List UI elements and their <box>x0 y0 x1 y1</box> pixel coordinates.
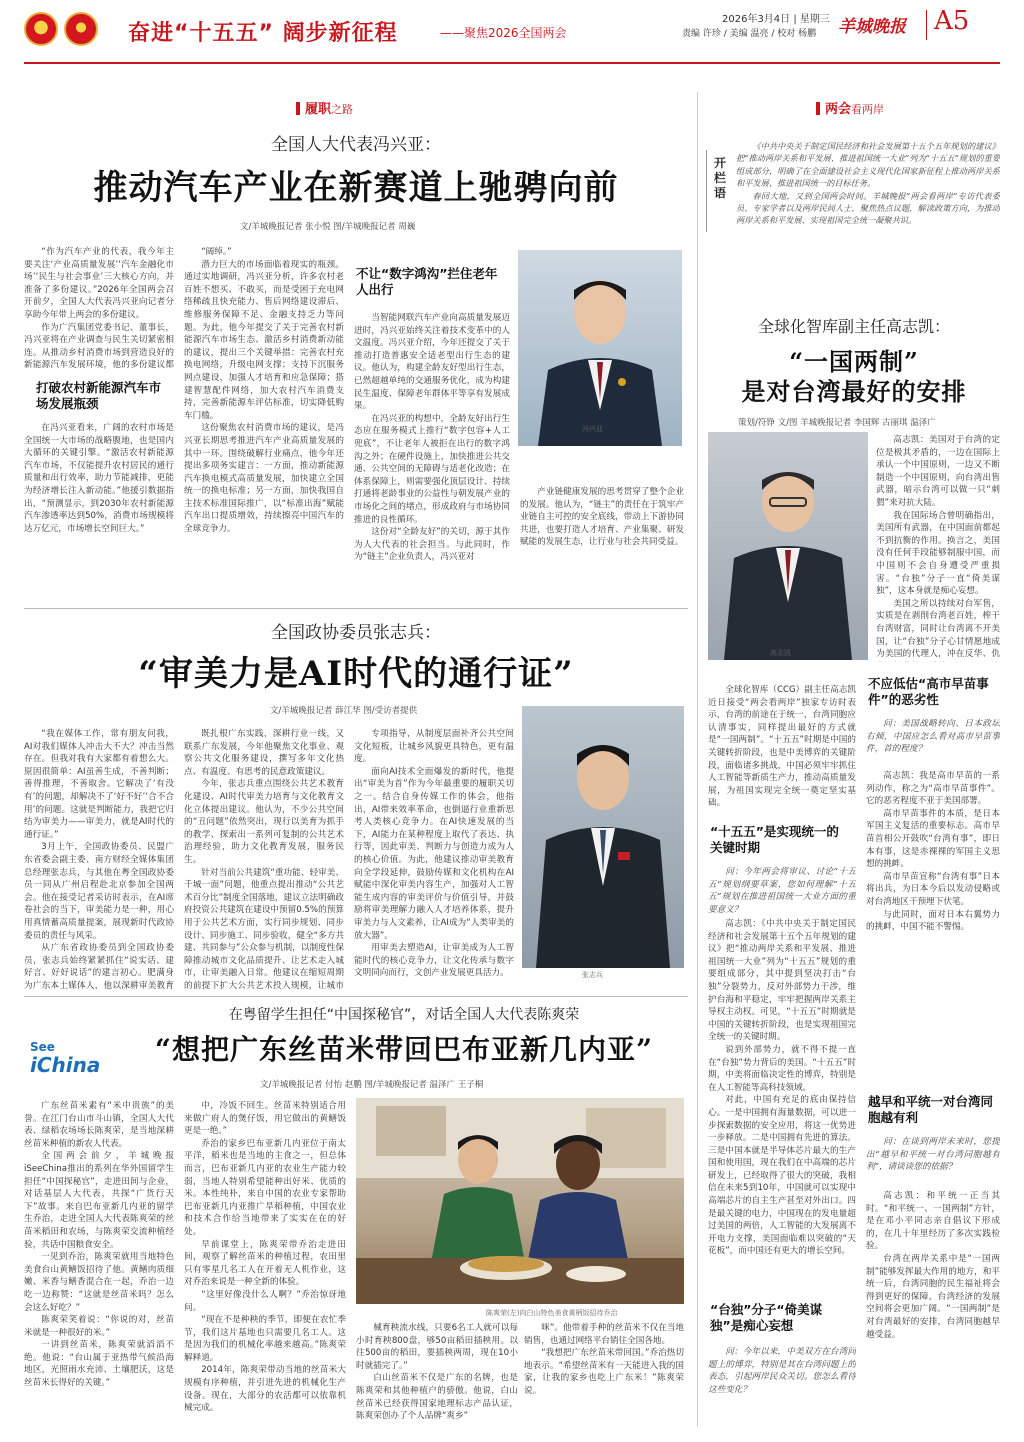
article1-byline: 文/羊城晚报记者 张小悦 图/羊城晚报记者 周巍 <box>240 222 416 232</box>
article1-subhead2: 不让“数字鸿沟”拦住老年人出行 <box>356 266 498 297</box>
article3-byline: 文/羊城晚报记者 付怡 赵鹏 图/羊城晚报记者 温泽广 王子桐 <box>260 1080 484 1090</box>
portrait-caption-3: 高志凯 <box>770 649 791 657</box>
article1-col1b: 在冯兴亚看来，广阔的农村市场是全国统一大市场的战略腹地，也是国内大循环的关键引擎。“激活农村新能源汽车市场，不仅能提升农村居民的通行质量和出行效率，助力节能减排，更能为经济增长注入新动能。”他援引数据指出，“预测显示，到2030年农村新能源汽车渗透率达到50%，消费市场规模将达万亿元，市场增长空间巨大。” <box>24 423 174 534</box>
article4-intro: 全球化智库（CCG）副主任高志凯近日接受“两会看两岸”独家专访时表示，台湾的前途在于统一，台湾同胞应认清事实，同样提出最好的方式就是“一国两制”。“十五五”时期是中国的关键转折阶段，也是中美博弈的关键阶段，面临诸多挑战，中国必须牢牢抓住人工智能等新质生产力，推动高质量发展，为祖国实现完全统一奠定坚实基础。 <box>708 685 856 809</box>
article4-answer-right2: 高志凯：和平统一正当其时。“和平统一、一国两制”方针，是在邓小平同志亲自倡议下形成的，在几十年里经历了多次实践检验。 台湾在两岸关系中是“一国两制”能够发挥最大作用的地方，和平统一后，台湾同胞的民生福祉将会得到更好的保障，台湾经济的发展空间将会更加广阔。“一国两制”是对台湾最好的安排，台湾同胞越早越受益。 <box>866 1191 1000 1340</box>
newspaper-logo: 羊城晚报 <box>838 17 906 37</box>
article2-col2: 既扎根广东实践，深耕行业一线，又联系广东发展，今年他聚焦文化事业、观察公共文化服务建设，撰写多年文化热点、有温度、有思考的民意政策建议。 今年，张志兵重点围绕公共艺术教育化建设、AI时代审美力培育与文化教育文化立体提出建议。他认为，不少公共空间的“丑问题”依然突出，现行以美育为抓手的教学、探索出一系列可复制的公共艺术治理经验，助力文化教育发展，服务民生。 针对当前公共建筑“重功能、轻审美、千城一面”问题，他重点提出推动“公共艺术百分比”制度全国落地，建议立法明确政府投资公共建筑在建设中预留0.5%的预算用于公共艺术方面，实行同步规划、同步设计、同步施工、同步验收，健全“多方共建、共同参与”公众参与机制，以制度性保障推动城市文化品质提升、让艺术走入城市，让审美融入日常。他建议在缩短周期的前提下扩大公共艺术投入规模，让城市 <box>184 729 344 990</box>
portrait-caption-2: 张志兵 <box>582 971 603 979</box>
editorial-label: 开栏语 <box>714 156 727 200</box>
portrait-feng-xingya <box>518 250 682 446</box>
dining-photo <box>356 1098 684 1304</box>
cppcc-emblem-icon <box>64 12 98 46</box>
article4-question-bottom: 问：今年以来，中美双方在台湾问题上的博弈，特别是其在台湾问题上的表态，引起两岸民众关切。您怎么看待这些变化？ <box>708 1347 856 1395</box>
article-divider-2 <box>24 996 688 997</box>
article2-kicker: 全国政协委员张志兵： <box>271 623 441 643</box>
article-divider-1 <box>24 608 688 609</box>
article4-subhead1: 不应低估“高市早苗事件”的恶劣性 <box>868 676 989 707</box>
header-subtitle: ——聚焦2026全国两会 <box>440 26 567 40</box>
ischina-logo: See iChina <box>30 1040 101 1077</box>
article1-col4: 产业链健康发展的思考贯穿了整个企业的发展。他认为，“链主”的责任在于筑牢产业链自主可控的安全底线，带动上下游协同共进，也要打造人才培育、产业集聚、研发赋能的发展生态，让行业与社会共同受益。 <box>520 487 684 548</box>
article2-headline: “审美力是AI时代的通行证” <box>138 654 574 694</box>
article2-byline: 文/羊城晚报记者 薛江华 图/受访者提供 <box>270 706 418 716</box>
editorial-text: 《中共中央关于制定国民经济和社会发展第十五个五年规划的建议》把“推动两岸关系和平发展、推进祖国统一大业”列为“十五五”规划的重要组成部分，明确了在全面建设社会主义现代化国家新征程上推动两岸关系和平发展、推进祖国统一的目标任务。 春回大地，又到全国两会时间。羊城晚报“两会看两岸”专访代表委员、专家学者以及两岸民间人士，聚焦热点议题，解读政策方向，为推动两岸关系和平发展、实现祖国完全统一凝聚共识。 <box>736 141 1000 226</box>
article4-question-right: 问：美国战略转向、日本政坛右倾，中国应怎么看对高市早苗事件，首的程度？ <box>866 719 1000 755</box>
article3-col1: 广东丝苗米素有“米中贵族”的美誉。在江门台山市斗山镇，全国人大代表、绿稻农场场长陈爽荣，是当地深耕丝苗米种植的新农人代表。 全国两会前夕，羊城晚报iSeeChina推出的系列在华外国留学生担任“中国探秘官”，走进田间与企业，对话基层人大代表，共探“广货行天下”故事。来自巴布亚新几内亚的留学生乔治，走进全国人大代表陈爽荣的丝苗米稻田和农场，与陈爽荣交流种植经验，共话中国粮食安全。 一见到乔治，陈爽荣就用当地特色美食台山黄鳝饭招待了他。黄鳝肉质细嫩、米香与鳝香混合在一起，乔治一边吃一边称赞：“这就是丝苗米吗？怎么会这么好吃？” 陈爽荣笑着说：“你说的对，丝苗米就是一种很好的米。” 一讲到丝苗米，陈爽荣就滔滔不绝。他说：“台山属于亚热带气候沿海地区，光照雨水充沛、土壤肥沃，这是丝苗米长得好的关键。” <box>24 1101 174 1389</box>
article4-answer-mid: 高志凯：《中共中央关于制定国民经济和社会发展第十五个五年规划的建议》把“推动两岸关系和平发展、推进祖国统一大业”列为“十五五”规划的重要组成部分，其中提到坚决打击“台独”分裂势力，反对外部势力干涉，维护台海和平稳定，牢牢把握两岸关系主导权主动权。可见，“十五五”时期就是中国的关键转折阶段，也是实现祖国完全统一的关键时期。 说到外部势力，就不得不提一直在“台独”势力背后的美国。“十五五”时期，中美将面临决定性的博弈，特别是在人工智能等高科技领域。 对此，中国有充足的底由保持信心。一是中国拥有海量数据，可以进一步探索数据的安全应用，将这一优势进一步释放。二是中国拥有先进的算法。三是中国本就是半导体芯片最大的生产国和使用国，现在我们在中高端的芯片研发上，已经取得了很大的突破，我相信在未来5到10年，中国就可以实现中高端芯片的自主生产甚至对外出口。四是最关键的电力，中国现在的发电量超过美国的两倍，人工智能的大发展离不开电力支撑，美国面临难以突破的“天花板”，而中国还有更大的增长空间。 <box>708 919 856 1257</box>
header-title: 奋进“十五五” 阔步新征程 <box>128 21 398 46</box>
portrait-gao-zhikai <box>708 432 868 660</box>
article2-col3: 专项指导，从制度层面补齐公共空间文化短板，让城乡风貌更具特色，更有温度。 面向AI技术全面爆发的新时代，他提出“审美为首”作为今年最重要的履职关切之一。结合自身传媒工作的体会，他指出，AI带来效率革命，也倒逼行业重新思考人类核心竞争力。在AI快速发展的当下，AI能力在某种程度上取代了表达、执行等，因此审美、判断力与创造力成为人的核心价值。为此，他建议推动审美教育向全学段延伸，鼓励传媒和文化机构在AI赋能中深化审美内容生产，加强对人工智能生成内容的审美评价与价值引导，并鼓励将审美理解力融入人才培养体系，提升审美力与人文素养，让AI成为“人类审美的放大器”。 用审美去塑造AI，让审美成为人工智能时代的核心竞争力，让文化传承与数字文明同向而行，文创产业发展更具活力。 <box>354 729 514 979</box>
article4-subhead2: “十五五”是实现统一的关键时期 <box>710 824 839 855</box>
header-date: 2026年3月4日 | 星期三 <box>722 14 830 25</box>
article3-col4: 咪”。他带着手种的丝苗米不仅在当地销售，也通过网络平台销往全国各地。 “我想把广东丝苗米带回国。”乔治热切地表示。“希望丝苗米有一天能进入我的国家，让我的家乡也吃上广东米！”陈爽荣说。 <box>524 1323 684 1396</box>
article1-col2: “阔绰。” 潜力巨大的市场面临着现实的瓶颈。通过实地调研，冯兴亚分析，许多农村老百姓不想买、不敢买，而是受困于充电网络稀疏且快充能力、售后网络建设滞后、维修服务保障不足、金融支持乏力等问题。为此，他今年提交了关于完善农村新能源汽车市场生态、激活乡村消费新动能的建议，提出三个关键举措：完善农村充换电网络，升级电网支撑；支持下沉服务网点建设，加强人才培育和应急保障；搭建智慧配件网络，加大农村汽车消费支持，完善新能源车评估标准，切实降低购车门槛。 这份聚焦农村消费市场的建议，是冯兴亚长期思考推进汽车产业高质量发展的其中一环。围绕破解行业痛点，他今年还提出多项务实建言：一方面，推动新能源汽车换电模式高质量发展，加快建立全国统一的换电标准；另一方面，加快我国自主技术标准国际推广，以“标准出海”赋能汽车出口提质增效，持续擦亮中国汽车的全球竞争力。 <box>184 247 344 535</box>
article3-col3: 械育秧流水线，只要6名工人就可以每小时育秧800盘，够50亩稻田插秧用。以往500亩的稻田，要插秧两周，现在10小时就插完了。” 白山丝苗米不仅是广东的名牌，也是陈爽荣和其他种植户的骄傲。他说，白山丝苗米已经获得国家地理标志产品认证，陈爽荣创办了个人品牌“爽乡” <box>356 1323 518 1422</box>
article4-headline2: 是对台湾最好的安排 <box>741 377 967 406</box>
page-header <box>0 0 1024 72</box>
article4-kicker: 全球化智库副主任高志凯： <box>757 317 950 336</box>
article4-byline: 策划/符铮 文/图 羊城晚报记者 李国辉 古丽琪 温泽广 <box>738 418 936 428</box>
article1-headline: 推动汽车产业在新赛道上驰骋向前 <box>93 168 619 208</box>
article3-headline: “想把广东丝苗米带回巴布亚新几内亚” <box>154 1033 654 1066</box>
article1-subhead1: 打破农村新能源汽车市场发展瓶颈 <box>36 380 162 411</box>
article1-kicker: 全国人大代表冯兴亚： <box>271 135 441 155</box>
article4-subhead4: “台独”分子“倚美谋独”是痴心妄想 <box>710 1302 823 1333</box>
article3-col2: 中，冷饭不回生。丝苗米特别适合用来做广府人的煲仔饭，用它做出的黄鳝饭更是一绝。” 乔治的家乡巴布亚新几内亚位于南太平洋，稻米也是当地的主食之一，但总体而言，巴布亚新几内亚的农业生产能力较弱，当地人特别希望能种出好米、优质的米。本性纯朴，来自中国的农业专家帮助巴布亚新几内亚推广旱稻种植，中国农业和技术合作给当地带来了实实在在的好处。 早前课堂上，陈爽荣带乔治走进田间，观察了解丝苗米的种植过程，农田里只有零星几名工人在开着无人机作业，这对乔治来说是一种全新的体验。 “这里好像没什么人啊？”乔治惊讶地问。 “现在不是种秧的季节，即便在农忙季节，我们这片基地也只需要几名工人。这是因为我们的机械化率越来越高。”陈爽荣解释道。 2014年，陈爽荣带动当地的丝苗米大规模有序种植，并引进先进的机械化生产设备。现在，大部分的农活都可以依靠机械完成。 <box>184 1101 346 1414</box>
portrait-caption-1: 冯兴亚 <box>582 425 603 433</box>
article4-question-mid: 问：今年两会将审议、讨论“十五五”规划纲要草案，您如何理解“十五五”规划在推进祖国统一大业方面的重要意义？ <box>708 867 856 915</box>
article2-col1: “我在媒体工作，常有朋友问我，AI对我们媒体人冲击大不大？冲击当然存在。但我对我有大家都有着想么大。原因很简单：AI虽善生成，不善判断；善得推理，不善取舍。它解决了‘有没有’的问题，却解决不了‘好不好’‘合不合用’的问题。这就是判断能力，我把它归结为审美力——审美力，就是AI时代的通行证。” 3月上午，全国政协委员、民盟广东省委会副主委、南方财经全媒体集团总经理张志兵，与其他在粤全国政协委员一同从广州启程赴北京参加全国两会。他在接受记者采访时表示，在AI席卷社会的当下，审美能力是一种，用心用真情蓄高质量提案，展现新时代政协委员的责任与风采。 从广东省政协委员到全国政协委员，张志兵始终紧紧抓住“说实话、建好言、好好说话”的建言初心。肥满身为广东本土媒体人，他以深耕审美教育 <box>24 729 174 990</box>
section-tag-right: 两会看两岸 <box>816 98 884 117</box>
article4-subhead3: 越早和平统一对台湾同胞越有利 <box>868 1094 994 1125</box>
article4-top-col: 高志凯：美国对于台湾的定位是极其矛盾的，一边在国际上承认一个中国原则，一边又不断制造一个中国原则，向台湾出售武器，暗示台湾可以做一只“刺猬”来对抗大陆。 我在国际场合曾明确指出，美国所有武器，在中国面前都起不到抗衡的作用。换言之，美国没有任何手段能够制服中国，而中国则不会自身遭受严重损害。“台独”分子一直“倚美谋独”，这本身就是痴心妄想。 美国之所以持续对台军售，实质是在剥削台湾老百姓，榨干台湾财富，同时让台湾离不开美国，让“台独”分子心甘情愿地成为美国的代理人，冲在反华、仇 <box>876 435 1000 660</box>
header-editors: 责编 许珍 / 美编 温亮 / 校对 杨鹏 <box>682 29 817 39</box>
section-tag-left: 履职之路 <box>296 98 353 117</box>
page-number: A5 <box>934 6 970 36</box>
article4-answer-right: 高志凯：我是高市早苗的一系列动作，称之为“高市早苗事件”。它的恶劣程度不亚于美国部署。 高市早苗事件的本质，是日本军国主义复活的重要标志。高市早苗首相公开鼓吹“台湾有事”，即日本有事，这是赤裸裸的军国主义思想的挑衅。 高市早苗宣称“台湾有事”日本将出兵，为日本今后以发动侵略或对台湾地区干预埋下伏笔。 与此同时，面对日本右翼势力的挑衅，中国不能不警惕。 <box>866 771 1000 933</box>
portrait-zhang-zhibing <box>522 706 684 968</box>
article1-col3: 当智能网联汽车产业向高质量发展迈进时，冯兴亚始终关注着技术变革中的人文温度。冯兴亚介绍，今年还提交了关于推动打造普惠安全适老型出行生态的建议。他认为，构建全龄友好型出行生态，已然超越单纯的交通服务优化，成为构建民生温度、保障老年群体平等享有发展成果。 在冯兴亚的构想中，全龄友好出行生态应在服务模式上推行“数字包容+人工兜底”，不让老年人被拒在出行的数字鸿沟之外；在硬件设施上，加快推进公共交通、公共空间的无障碍与适老化改造；在体系保障上，则需要强化顶层设计、持续打通将老龄事业的公益性与朝发展产业的市场化之间的堵点，形成政府与市场协同推进的良性循环。 这份对“全龄友好”的关切，源于其作为人大代表的社会担当。与此同时，作为“链主”企业负责人，冯兴亚对 <box>354 313 510 563</box>
header-rule <box>24 62 1000 64</box>
article4-headline1: “一国两制” <box>789 347 919 376</box>
dining-photo-caption: 陈爽荣(左)向白山特色美食黄柄饭招待乔治 <box>486 1309 618 1317</box>
article1-col1: “作为汽车产业的代表，我今年主要关注‘产业高质量发展’‘汽车金融化市场’‘民生与社会事业’三大核心方向，并准备了多份建议。”2026年全国两会召开前夕，全国人大代表冯兴亚向记者分享助今年带上两会的多份建议。 作为广汽集团党委书记、董事长，冯兴亚将在产业调查与民生关切紧密相连。从推动乡村消费市场到营造良好的新能源汽车发展环境，他的多份建议都 <box>24 247 174 370</box>
column-divider <box>697 92 698 1427</box>
article3-kicker: 在粤留学生担任“中国探秘官”，对话全国人大代表陈爽荣 <box>228 1007 580 1023</box>
article4-question-right2: 问：在谈到两岸未来时，您提出“越早和平统一对台湾同胞越有利”，请谈谈您的依据？ <box>866 1137 1000 1173</box>
national-emblem-icon <box>24 12 58 46</box>
